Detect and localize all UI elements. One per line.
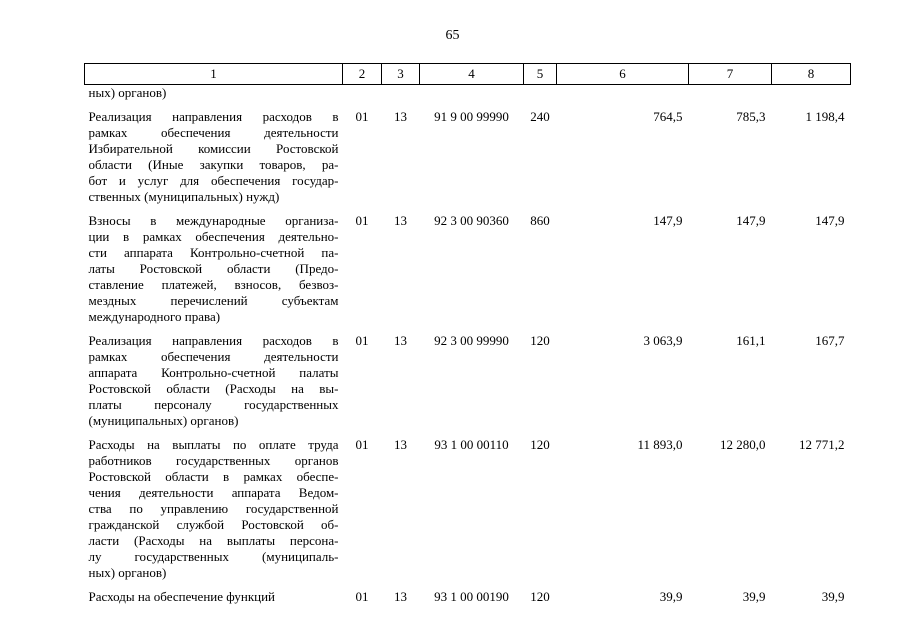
description-line: ласти (Расходы на выплаты персона-	[88, 533, 339, 548]
column-header: 2	[343, 64, 382, 85]
target-article-code: 92 3 00 90360	[434, 213, 509, 228]
row-spacer	[85, 101, 851, 109]
section-code: 01	[355, 109, 369, 124]
amount-year-1: 764,5	[653, 109, 683, 124]
expense-type-code: 860	[530, 213, 550, 228]
description-line: сти аппарата Контрольно-счетной па-	[88, 245, 339, 260]
row-description	[85, 589, 343, 605]
description-line: мездных перечислений субъектам	[88, 293, 339, 308]
table-row	[85, 589, 851, 605]
amount-year-2: 161,1	[736, 333, 766, 348]
section-code: 01	[355, 213, 369, 228]
description-line: международного права)	[88, 309, 221, 324]
column-header: 5	[524, 64, 557, 85]
description-line: аппарата Контрольно-счетной палаты	[88, 365, 339, 380]
table-row	[85, 213, 851, 325]
expense-type-code: 240	[530, 109, 550, 124]
target-article-code: 93 1 00 00190	[434, 589, 509, 604]
amount-year-2: 785,3	[736, 109, 766, 124]
description-line: (муниципальных) органов)	[88, 413, 239, 428]
amount-year-1: 3 063,9	[643, 333, 683, 348]
expense-type-code: 120	[530, 437, 550, 452]
page-number: 65	[445, 28, 460, 43]
expense-type-code: 120	[530, 333, 550, 348]
amount-year-2: 12 280,0	[720, 437, 766, 452]
row-spacer	[85, 581, 851, 589]
table-row	[85, 333, 851, 429]
row-description	[85, 109, 343, 205]
description-line: платы персоналу государственных	[88, 397, 339, 412]
table-row-continuation	[85, 85, 851, 102]
description-line: работников государственных органов	[88, 453, 339, 468]
subsection-code: 13	[394, 437, 407, 452]
subsection-code: 13	[394, 333, 407, 348]
description-line: рамках обеспечения деятельности	[88, 125, 339, 140]
description-line: Ростовской области в рамках обеспе-	[88, 469, 339, 484]
section-code: 01	[355, 589, 369, 604]
row-description	[85, 213, 343, 325]
description-line: латы Ростовской области (Предо-	[88, 261, 339, 276]
amount-year-3: 167,7	[815, 333, 845, 348]
description-line: ных) органов)	[88, 85, 167, 100]
description-line: Избирательной комиссии Ростовской	[88, 141, 339, 156]
expense-type-code: 120	[530, 589, 550, 604]
description-line: Ростовской области (Расходы на вы-	[88, 381, 339, 396]
description-line: ных) органов)	[88, 565, 167, 580]
target-article-code: 91 9 00 99990	[434, 109, 509, 124]
subsection-code: 13	[394, 589, 407, 604]
subsection-code: 13	[394, 213, 407, 228]
description-line: лу государственных (муниципаль-	[88, 549, 339, 564]
table-row	[85, 437, 851, 581]
description-line: Реализация направления расходов в	[88, 109, 339, 124]
description-line: Расходы на обеспечение функций	[88, 589, 276, 604]
row-description	[85, 333, 343, 429]
amount-year-3: 39,9	[821, 589, 845, 604]
section-code: 01	[355, 333, 369, 348]
column-header: 7	[689, 64, 772, 85]
description-line: ставление платежей, взносов, безвоз-	[88, 277, 339, 292]
amount-year-1: 147,9	[653, 213, 683, 228]
description-line: Расходы на выплаты по оплате труда	[88, 437, 339, 452]
column-header: 6	[557, 64, 689, 85]
description-line: ственных (муниципальных) нужд)	[88, 189, 280, 204]
amount-year-2: 39,9	[742, 589, 766, 604]
target-article-code: 93 1 00 00110	[434, 437, 509, 452]
column-header: 1	[85, 64, 343, 85]
description-line: гражданской службой Ростовской об-	[88, 517, 339, 532]
row-spacer	[85, 205, 851, 213]
description-line: Взносы в международные организа-	[88, 213, 339, 228]
subsection-code: 13	[394, 109, 407, 124]
target-article-code: 92 3 00 99990	[434, 333, 509, 348]
column-header: 4	[420, 64, 524, 85]
row-spacer	[85, 429, 851, 437]
description-line: бот и услуг для обеспечения государ-	[88, 173, 339, 188]
table-row	[85, 109, 851, 205]
row-description	[85, 437, 343, 581]
section-code: 01	[355, 437, 369, 452]
description-line: Реализация направления расходов в	[88, 333, 339, 348]
table-header-row	[85, 64, 851, 85]
amount-year-3: 147,9	[815, 213, 845, 228]
description-line: ства по управлению государственной	[88, 501, 339, 516]
amount-year-3: 12 771,2	[799, 437, 845, 452]
column-header: 8	[772, 64, 851, 85]
description-line: чения деятельности аппарата Ведом-	[88, 485, 339, 500]
amount-year-1: 11 893,0	[637, 437, 683, 452]
row-spacer	[85, 325, 851, 333]
amount-year-2: 147,9	[736, 213, 766, 228]
budget-table	[84, 63, 851, 605]
row-description	[85, 85, 343, 102]
description-line: ции в рамках обеспечения деятельно-	[88, 229, 339, 244]
amount-year-1: 39,9	[659, 589, 683, 604]
description-line: области (Иные закупки товаров, ра-	[88, 157, 339, 172]
column-header: 3	[382, 64, 420, 85]
amount-year-3: 1 198,4	[805, 109, 845, 124]
description-line: рамках обеспечения деятельности	[88, 349, 339, 364]
